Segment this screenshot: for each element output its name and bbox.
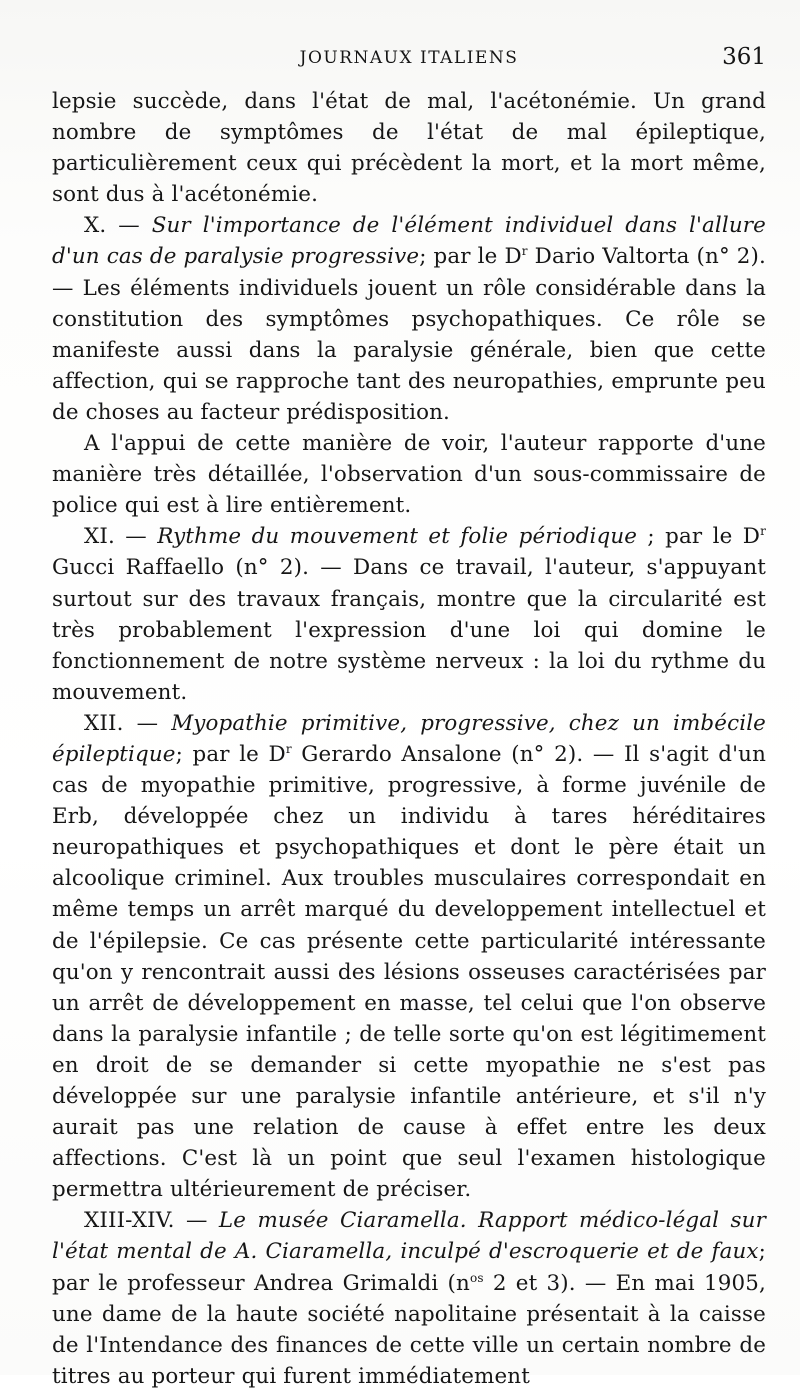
author-name: Gerardo Ansalone (n° 2). bbox=[291, 741, 584, 767]
author-prefix: ; par le D bbox=[637, 524, 761, 550]
running-head: JOURNAUX ITALIENS bbox=[299, 48, 519, 68]
author-superscript: r bbox=[285, 741, 292, 756]
author-prefix: ; par le D bbox=[175, 741, 286, 767]
section-body: — Il s'agit d'un cas de myopathie primitive, progressive, à forme juvénile de Erb, développée chez un individu à tares héréditaires neuropathiques et psychopathiques et dont le père était un alcoolique criminel. Aux troubles musculaires correspondait en même temps un arrêt marqué du developpement intellectuel et de l'épilepsie. Ce cas présente cette particularité intéressante qu'on y rencontrait aussi des lésions osseuses caractérisées par un arrêt de développement en masse, tel celui que l'on observe dans la paralysie infantile ; de telle sorte qu'on est légitimement en droit de se demander si cette myopathie ne s'est pas développée sur une paralysie infantile antérieure, et s'il n'y aurait pas une relation de cause à effet entre les deux affections. C'est là un point que seul l'examen histologique permettra ultérieurement de préciser. bbox=[52, 741, 766, 1203]
section-number: XI. bbox=[84, 524, 115, 550]
section-xiii-xiv bbox=[52, 1205, 766, 1392]
article-title: Sur l'importance de l'élément individuel dans l'allure d'un cas de paralysie progressive bbox=[52, 213, 766, 270]
section-xi bbox=[52, 521, 766, 708]
article-title: Le musée Ciaramella. Rapport médico-légal sur l'état mental de A. Ciaramella, inculpé d'escroquerie et de faux bbox=[52, 1208, 766, 1265]
section-body: — Les éléments individuels jouent un rôle considérable dans la constitution des symptômes psychopathiques. Ce rôle se manifeste aussi dans la paralysie générale, bien que cette affection, qui se rapproche tant des neuropathies, emprunte peu de choses au facteur prédisposition. bbox=[52, 275, 766, 425]
page-number: 361 bbox=[722, 44, 766, 70]
em-dash: — bbox=[174, 1208, 219, 1234]
page-header bbox=[52, 44, 766, 84]
article-title: Rythme du mouvement et folie périodique bbox=[157, 524, 638, 550]
em-dash: — bbox=[106, 213, 152, 239]
author-superscript: r bbox=[760, 524, 766, 539]
author-name: 2 et 3). bbox=[483, 1270, 576, 1296]
body-text bbox=[52, 86, 766, 1392]
author-prefix: ; par le professeur Andrea Grimaldi (n bbox=[52, 1239, 766, 1296]
paragraph: A l'appui de cette manière de voir, l'auteur rapporte d'une manière très détaillée, l'observation d'un sous-commissaire de police qui est à lire entièrement. bbox=[52, 431, 766, 519]
author-superscript: r bbox=[521, 244, 528, 259]
section-x bbox=[52, 210, 766, 428]
section-number: X. bbox=[84, 213, 107, 239]
section-number: XIII-XIV. bbox=[84, 1208, 175, 1234]
em-dash: — bbox=[114, 524, 158, 550]
section-body: — Dans ce travail, l'auteur, s'appuyant surtout sur des travaux français, montre que la circularité est très probablement l'expression d'une loi qui domine le fonctionnement de notre système nerveux : la loi du rythme du mouvement. bbox=[52, 555, 766, 705]
section-body: — En mai 1905, une dame de la haute société napolitaine présentait à la caisse de l'Intendance des finances de cette ville un certain nombre de titres au porteur qui furent immédiatement bbox=[52, 1270, 766, 1389]
section-xii bbox=[52, 708, 766, 1206]
em-dash: — bbox=[123, 710, 172, 736]
section-number: XII. bbox=[84, 710, 124, 736]
article-title: Myopathie primitive, progressive, chez un imbécile épileptique bbox=[52, 710, 766, 767]
author-superscript: os bbox=[469, 1270, 484, 1285]
author-prefix: ; par le D bbox=[419, 244, 522, 270]
author-name: Dario Valtorta (n° 2). bbox=[527, 244, 766, 270]
paragraph-continuation: lepsie succède, dans l'état de mal, l'acétonémie. Un grand nombre de symptômes de l'état de mal épileptique, particulièrement ceux qui précèdent la mort, et la mort même, sont dus à l'acétonémie. bbox=[52, 89, 766, 208]
author-name: Gucci Raffaello (n° 2). bbox=[52, 555, 310, 581]
